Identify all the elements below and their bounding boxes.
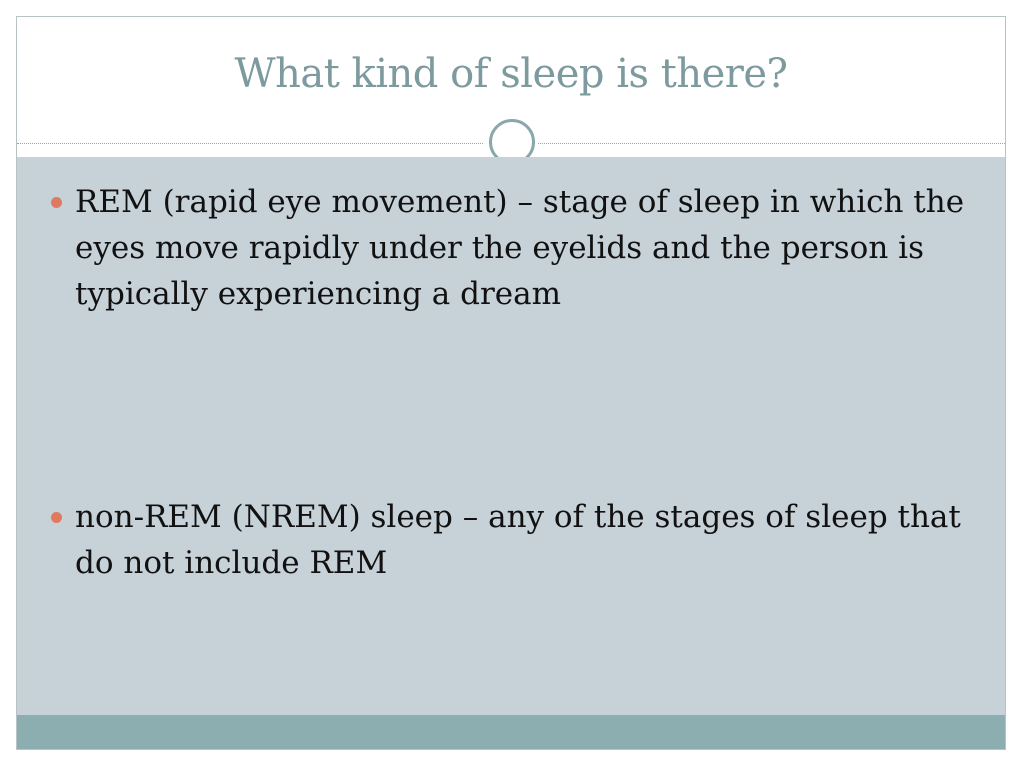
bullet-item-nrem <box>75 494 975 586</box>
footer-bar <box>17 715 1005 749</box>
slide-frame <box>16 16 1006 750</box>
bullet-dot-icon <box>51 512 62 523</box>
bullet-text-rem: REM (rapid eye movement) – stage of sleep in which the eyes move rapidly under the eyelids and the person is typically experiencing a dream <box>75 184 965 312</box>
bullet-text-nrem: non-REM (NREM) sleep – any of the stages of sleep that do not include REM <box>75 499 961 581</box>
slide-title: What kind of sleep is there? <box>234 51 788 97</box>
bullet-dot-icon <box>51 197 62 208</box>
bullet-item-rem <box>75 179 975 317</box>
